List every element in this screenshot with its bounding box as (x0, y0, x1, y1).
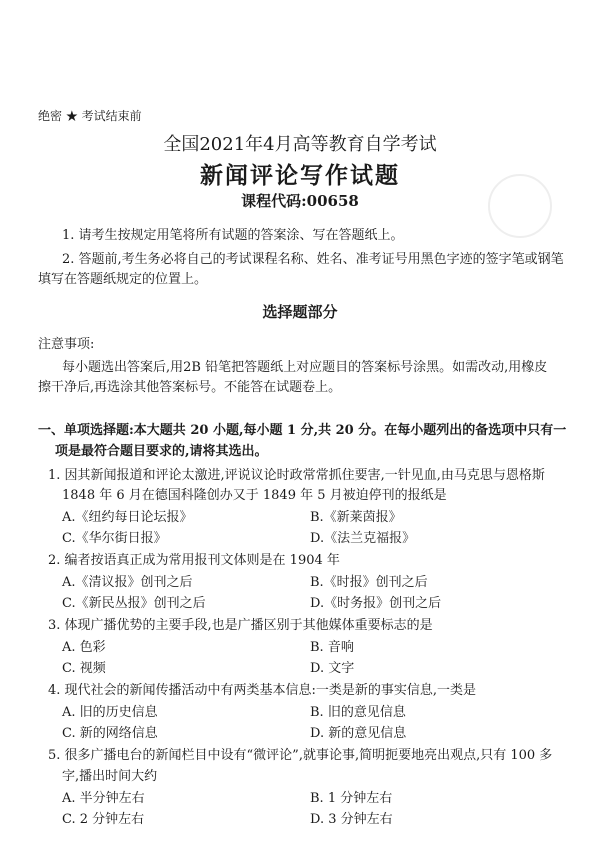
question-3-option-b: B. 音响 (310, 640, 354, 655)
question-1-option-d: D.《法兰克福报》 (310, 531, 416, 546)
question-4-option-a: A. 旧的历史信息 (62, 705, 158, 720)
notice-heading: 注意事项: (38, 337, 95, 352)
exam-title: 全国2021年4月高等教育自学考试 (163, 134, 437, 155)
question-5-option-b: B. 1 分钟左右 (310, 791, 393, 806)
question-1-option-a: A.《纽约每日论坛报》 (62, 510, 193, 525)
question-5-option-d: D. 3 分钟左右 (310, 812, 393, 827)
question-2-stem: 2. 编者按语真正成为常用报刊文体则是在 1904 年 (48, 553, 340, 568)
question-2-option-b: B.《时报》创刊之后 (310, 575, 428, 590)
question-3-option-c: C. 视频 (62, 661, 106, 676)
instruction-2-line2: 填写在答题纸规定的位置上。 (38, 272, 208, 287)
confidential-label: 绝密 ★ 考试结束前 (38, 109, 142, 123)
question-5-option-a: A. 半分钟左右 (62, 791, 145, 806)
question-1-option-c: C.《华尔街日报》 (62, 531, 167, 546)
question-4-option-d: D. 新的意见信息 (310, 726, 407, 741)
question-2-option-d: D.《时务报》创刊之后 (310, 596, 442, 611)
notice-line2: 擦干净后,再选涂其他答案标号。不能答在试题卷上。 (38, 380, 342, 395)
question-2-option-a: A.《清议报》创刊之后 (62, 575, 193, 590)
part-heading-line1: 一、单项选择题:本大题共 20 小题,每小题 1 分,共 20 分。在每小题列出的备选项中只有一 (38, 423, 567, 438)
notice-line1: 每小题选出答案后,用2B 铅笔把答题纸上对应题目的答案标号涂黑。如需改动,用橡皮 (62, 360, 548, 375)
question-3-option-d: D. 文字 (310, 661, 355, 676)
instruction-2-line1: 2. 答题前,考生务必将自己的考试课程名称、姓名、准考证号用黑色字迹的签字笔或钢笔 (62, 252, 564, 267)
instruction-1: 1. 请考生按规定用笔将所有试题的答案涂、写在答题纸上。 (62, 228, 404, 243)
question-5-stem-line2: 字,播出时间大约 (62, 769, 158, 784)
part-heading-line2: 项是最符合题目要求的,请将其选出。 (55, 444, 268, 459)
question-3-option-a: A. 色彩 (62, 640, 106, 655)
subject-title: 新闻评论写作试题 (200, 162, 400, 189)
question-5-option-c: C. 2 分钟左右 (62, 812, 145, 827)
question-1-option-b: B.《新莱茵报》 (310, 510, 402, 525)
section-title: 选择题部分 (262, 303, 338, 321)
question-2-option-c: C.《新民丛报》创刊之后 (62, 596, 206, 611)
question-1-stem-line2: 1848 年 6 月在德国科隆创办又于 1849 年 5 月被迫停刊的报纸是 (62, 488, 447, 503)
question-4-option-b: B. 旧的意见信息 (310, 705, 406, 720)
question-4-stem: 4. 现代社会的新闻传播活动中有两类基本信息:一类是新的事实信息,一类是 (48, 683, 477, 698)
question-5-stem-line1: 5. 很多广播电台的新闻栏目中设有“微评论”,就事论事,简明扼要地亮出观点,只有 100 多 (48, 748, 553, 763)
question-1-stem-line1: 1. 因其新闻报道和评论太激进,评说议论时政常常抓住要害,一针见血,由马克思与恩格斯 (48, 468, 545, 483)
question-4-option-c: C. 新的网络信息 (62, 726, 158, 741)
question-3-stem: 3. 体现广播优势的主要手段,也是广播区别于其他媒体重要标志的是 (48, 618, 433, 633)
course-code: 课程代码:00658 (241, 192, 359, 210)
